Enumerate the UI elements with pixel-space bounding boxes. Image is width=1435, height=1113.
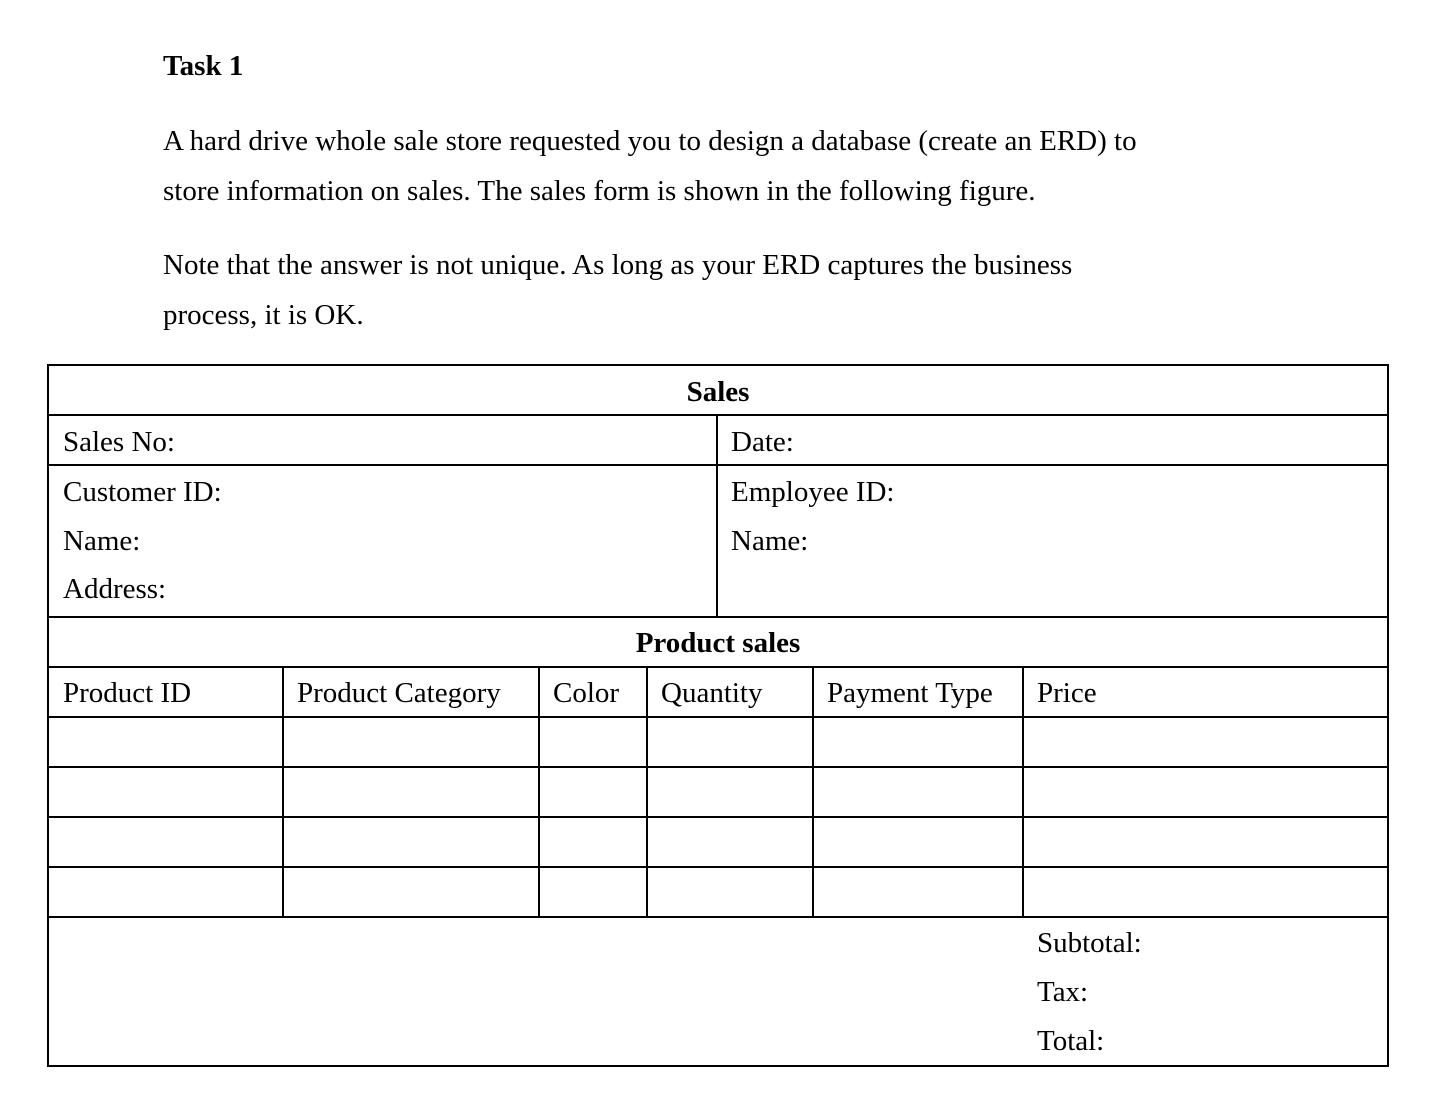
divider (49, 666, 1387, 668)
column-header-product-category: Product Category (297, 677, 501, 709)
task-title: Task 1 (163, 50, 244, 82)
customer-id-label: Customer ID: (63, 476, 222, 508)
employee-name-label: Name: (731, 525, 809, 557)
task-description-line-1: A hard drive whole sale store requested you to design a database (create an ERD) to (163, 125, 1137, 157)
task-description (163, 116, 1283, 216)
date-label: Date: (731, 426, 794, 458)
total-label: Total: (1037, 1025, 1105, 1057)
column-header-payment-type: Payment Type (827, 677, 993, 709)
divider (49, 916, 1387, 918)
product-sales-title: Product sales (635, 627, 801, 659)
divider (49, 414, 1387, 416)
customer-name-label: Name: (63, 525, 141, 557)
tax-label: Tax: (1037, 976, 1089, 1008)
sales-no-label: Sales No: (63, 426, 175, 458)
sales-form-title: Sales (686, 376, 750, 408)
customer-address-label: Address: (63, 573, 167, 605)
column-header-color: Color (553, 677, 620, 709)
divider (49, 616, 1387, 618)
table-row (49, 866, 1387, 916)
task-note-line-1: Note that the answer is not unique. As long as your ERD captures the business (163, 249, 1073, 281)
task-note (163, 240, 1283, 340)
column-header-price: Price (1037, 677, 1097, 709)
sales-form (47, 364, 1389, 1067)
table-row (49, 766, 1387, 816)
employee-id-label: Employee ID: (731, 476, 895, 508)
table-row (49, 816, 1387, 866)
column-header-quantity: Quantity (661, 677, 763, 709)
column-header-product-id: Product ID (63, 677, 192, 709)
divider (716, 414, 718, 616)
subtotal-label: Subtotal: (1037, 927, 1142, 959)
task-note-line-2: process, it is OK. (163, 299, 364, 331)
divider (49, 464, 1387, 466)
table-row (49, 716, 1387, 766)
task-description-line-2: store information on sales. The sales form is shown in the following figure. (163, 175, 1036, 207)
